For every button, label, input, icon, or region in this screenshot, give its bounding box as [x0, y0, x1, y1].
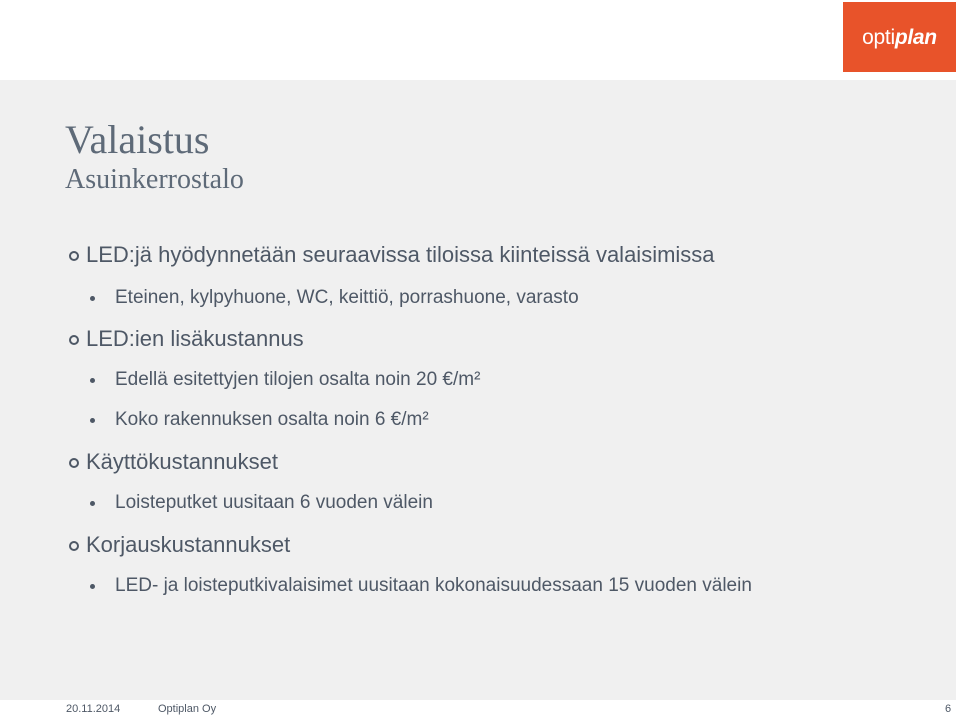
sub-bullet-item: [115, 369, 480, 391]
bullet-item: [86, 242, 715, 268]
sub-bullet-text: LED- ja loisteputkivalaisimet uusitaan kokonaisuudessaan 15 vuoden välein: [115, 575, 752, 596]
footer-date: 20.11.2014: [66, 703, 121, 715]
bullet-item: [86, 449, 278, 475]
page-number: 6: [945, 703, 952, 715]
bullet-text: Korjauskustannukset: [86, 532, 291, 557]
dot-bullet-icon: [90, 501, 95, 506]
sub-bullet-item: [115, 492, 433, 514]
bullet-item: [86, 326, 304, 352]
footer-company: Optiplan Oy: [158, 703, 217, 715]
ring-bullet-icon: [69, 251, 79, 261]
sub-bullet-item: [115, 409, 429, 431]
bullet-item: [86, 532, 290, 558]
sub-bullet-text: Loisteputket uusitaan 6 vuoden välein: [115, 492, 433, 513]
sub-bullet-text: Eteinen, kylpyhuone, WC, keittiö, porrashuone, varasto: [115, 287, 579, 308]
ring-bullet-icon: [69, 335, 79, 345]
ring-bullet-icon: [69, 458, 79, 468]
dot-bullet-icon: [90, 584, 95, 589]
dot-bullet-icon: [90, 296, 95, 301]
dot-bullet-icon: [90, 378, 95, 383]
slide-title: Valaistus: [65, 117, 210, 162]
bullet-text: Käyttökustannukset: [86, 449, 279, 474]
dot-bullet-icon: [90, 418, 95, 423]
bullet-text: LED:ien lisäkustannus: [86, 326, 304, 351]
footer: [0, 700, 960, 716]
logo-text: optiplan: [862, 26, 937, 49]
sub-bullet-text: Edellä esitettyjen tilojen osalta noin 20 €/m²: [115, 369, 481, 390]
slide-subtitle: Asuinkerrostalo: [65, 164, 244, 195]
bullet-text: LED:jä hyödynnetään seuraavissa tiloissa kiinteissä valaisimissa: [86, 242, 715, 267]
sub-bullet-text: Koko rakennuksen osalta noin 6 €/m²: [115, 409, 429, 430]
ring-bullet-icon: [69, 541, 79, 551]
sub-bullet-item: [115, 287, 579, 309]
sub-bullet-item: [115, 575, 752, 597]
